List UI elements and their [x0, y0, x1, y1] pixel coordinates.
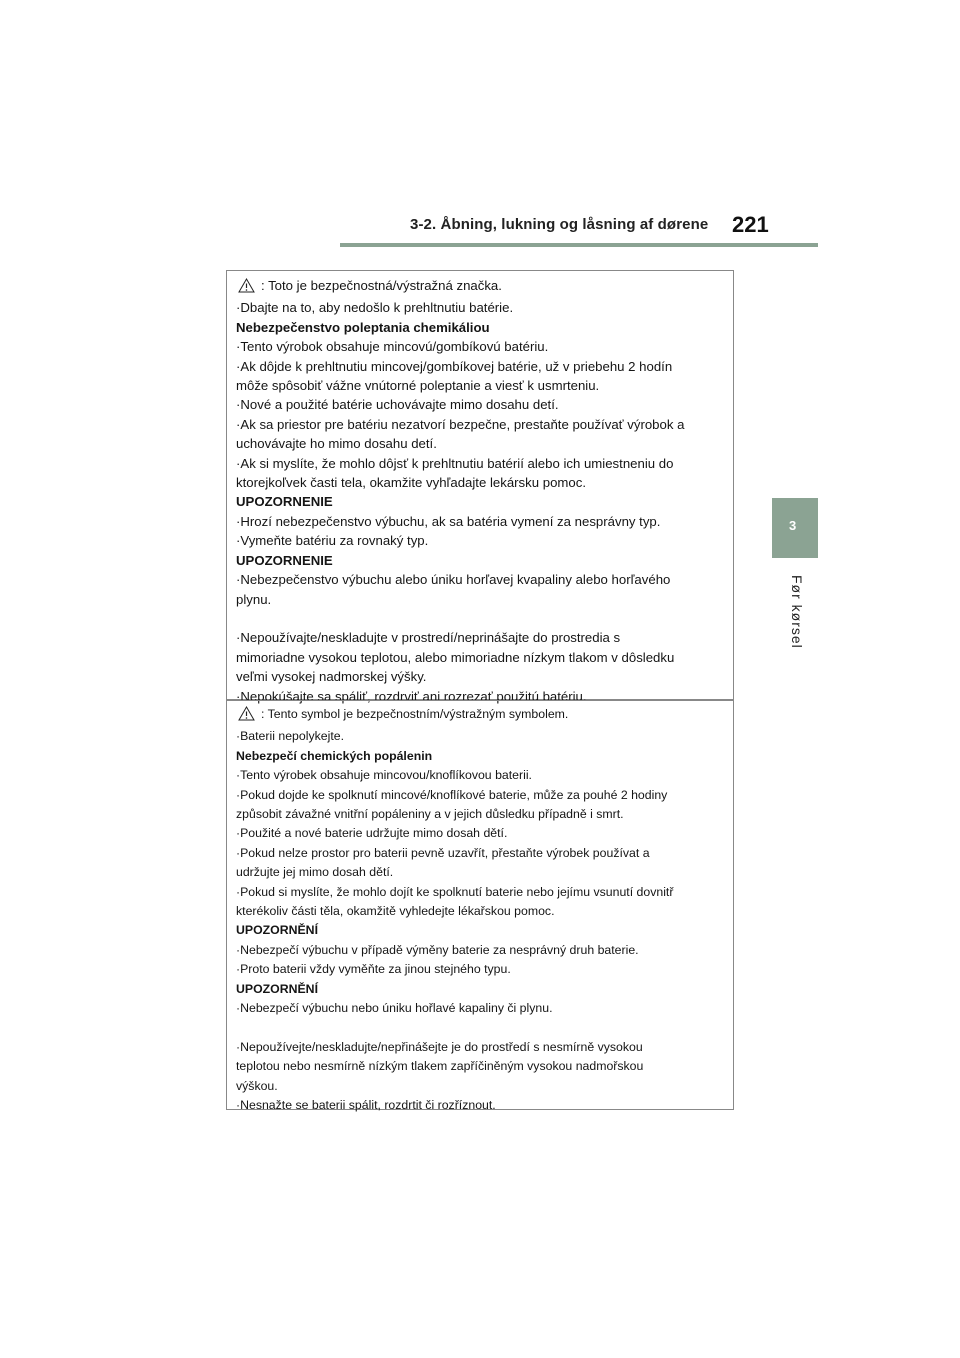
- line-text: ·Pokud si myslíte, že mohlo dojít ke spolknutí baterie nebo jejímu vsunutí dovnitř: [236, 884, 674, 899]
- text-line: [236, 824, 723, 843]
- section-title: 3-2. Åbning, lukning og låsning af dørene: [410, 216, 709, 233]
- battery-warning-box-slovak: [226, 270, 734, 704]
- line-text: uchovávajte ho mimo dosahu detí.: [236, 436, 437, 452]
- text-line: [236, 1038, 723, 1057]
- line-text: veľmi vysokej nadmorskej výšky.: [236, 669, 427, 685]
- text-line: [236, 766, 723, 785]
- text-line: [236, 473, 723, 492]
- text-line: [236, 512, 723, 531]
- line-text: ·Tento výrobok obsahuje mincovú/gombíkovú batériu.: [236, 339, 549, 355]
- blank-line: [236, 609, 723, 628]
- text-line: [236, 786, 723, 805]
- line-text: UPOZORNENIE: [236, 552, 333, 568]
- line-text: výškou.: [236, 1078, 278, 1093]
- line-text: ·Ak dôjde k prehltnutiu mincovej/gombíkovej batérie, už v priebehu 2 hodín: [236, 358, 673, 374]
- text-line: [236, 705, 723, 727]
- page-number: 221: [732, 212, 769, 237]
- line-text: UPOZORNĚNÍ: [236, 981, 318, 996]
- line-text: môže spôsobiť vážne vnútorné poleptanie a viesť k usmrteniu.: [236, 378, 600, 394]
- text-line: [236, 960, 723, 979]
- section-heading: [236, 318, 723, 337]
- text-line: [236, 434, 723, 453]
- line-text: teplotou nebo nesmírně nízkým tlakem zapříčiněným vysokou nadmořskou: [236, 1059, 644, 1074]
- line-text: Nebezpečenstvo poleptania chemikáliou: [236, 319, 490, 335]
- line-text: ·Nesnažte se baterii spálit, rozdrtit či rozříznout.: [236, 1098, 496, 1113]
- line-text: ·Tento výrobek obsahuje mincovou/knoflíkovou baterii.: [236, 768, 532, 783]
- line-text: ktorejkoľvek časti tela, okamžite vyhľadajte lekársku pomoc.: [236, 475, 586, 491]
- line-text: ·Nebezpečenstvo výbuchu alebo úniku horľavej kvapaliny alebo horľavého: [236, 572, 671, 588]
- line-text: ·Hrozí nebezpečenstvo výbuchu, ak sa batéria vymení za nesprávny typ.: [236, 513, 661, 529]
- section-heading: [236, 551, 723, 570]
- line-text: plynu.: [236, 591, 272, 607]
- battery-warning-box-czech: [226, 700, 734, 1113]
- text-line: [236, 1077, 723, 1096]
- text-line: [236, 844, 723, 863]
- blank-line: [236, 1019, 723, 1038]
- line-text: ·Baterii nepolykejte.: [236, 729, 344, 744]
- text-line: [236, 1096, 723, 1115]
- line-text: ·Ak si myslíte, že mohlo dôjsť k prehltnutiu batérií alebo ich umiestneniu do: [236, 455, 674, 471]
- line-text: ·Pokud nelze prostor pro baterii pevně uzavřít, přestaňte výrobek používat a: [236, 845, 650, 860]
- text-line: [236, 357, 723, 376]
- chapter-label: Før kørsel: [789, 575, 805, 649]
- line-text: ·Použité a nové baterie udržujte mimo dosah dětí.: [236, 826, 508, 841]
- line-text: kterékoliv části těla, okamžitě vyhledejte lékařskou pomoc.: [236, 904, 555, 919]
- line-text: ·Vymeňte batériu za rovnaký typ.: [236, 533, 429, 549]
- text-line: [236, 337, 723, 356]
- section-heading: [236, 492, 723, 511]
- text-line: [236, 1057, 723, 1076]
- text-line: [236, 570, 723, 589]
- text-line: [236, 902, 723, 921]
- text-line: [236, 727, 723, 746]
- line-text: UPOZORNENIE: [236, 494, 333, 510]
- line-text: : Tento symbol je bezpečnostním/výstražným symbolem.: [261, 707, 569, 721]
- section-heading: [236, 980, 723, 999]
- warning-triangle-icon: [238, 706, 255, 727]
- line-text: ·Nebezpečí výbuchu v případě výměny baterie za nesprávný druh baterie.: [236, 942, 639, 957]
- line-text: ·Proto baterii vždy vyměňte za jinou stejného typu.: [236, 962, 511, 977]
- text-line: [236, 805, 723, 824]
- header-divider: [340, 243, 818, 247]
- text-line: [236, 590, 723, 609]
- chapter-number: 3: [789, 518, 797, 533]
- text-line: [236, 648, 723, 667]
- line-text: ·Nebezpečí výbuchu nebo úniku hořlavé kapaliny či plynu.: [236, 1001, 553, 1016]
- text-line: [236, 376, 723, 395]
- text-line: [236, 667, 723, 686]
- line-text: ·Ak sa priestor pre batériu nezatvorí bezpečne, prestaňte používať výrobok a: [236, 416, 685, 432]
- text-line: [236, 628, 723, 647]
- line-text: mimoriadne vysokou teplotou, alebo mimoriadne nízkym tlakom v dôsledku: [236, 649, 675, 665]
- line-text: ·Nepokúšajte sa spáliť, rozdrviť ani rozrezať použitú batériu.: [236, 688, 587, 704]
- text-line: [236, 276, 723, 298]
- line-text: udržujte jej mimo dosah dětí.: [236, 865, 394, 880]
- line-text: ·Pokud dojde ke spolknutí mincové/knoflíkové baterie, může za pouhé 2 hodiny: [236, 787, 668, 802]
- line-text: ·Nepoužívejte/neskladujte/nepřinášejte je do prostředí s nesmírně vysokou: [236, 1039, 643, 1054]
- line-text: ·Nové a použité batérie uchovávajte mimo dosahu detí.: [236, 397, 559, 413]
- line-text: : Toto je bezpečnostná/výstražná značka.: [261, 278, 502, 293]
- text-line: [236, 415, 723, 434]
- text-line: [236, 941, 723, 960]
- text-line: [236, 863, 723, 882]
- text-line: [236, 298, 723, 317]
- text-line: [236, 531, 723, 550]
- line-text: způsobit závažné vnitřní popáleniny a v jejich důsledku případně i smrt.: [236, 807, 624, 822]
- section-heading: [236, 921, 723, 940]
- line-text: ·Nepoužívajte/neskladujte v prostredí/neprinášajte do prostredia s: [236, 630, 621, 646]
- line-text: UPOZORNĚNÍ: [236, 923, 318, 938]
- section-heading: [236, 747, 723, 766]
- line-text: Nebezpečí chemických popálenin: [236, 748, 433, 763]
- text-line: [236, 999, 723, 1018]
- line-text: ·Dbajte na to, aby nedošlo k prehltnutiu batérie.: [236, 300, 514, 316]
- warning-triangle-icon: [238, 278, 255, 298]
- text-line: [236, 454, 723, 473]
- text-line: [236, 883, 723, 902]
- text-line: [236, 395, 723, 414]
